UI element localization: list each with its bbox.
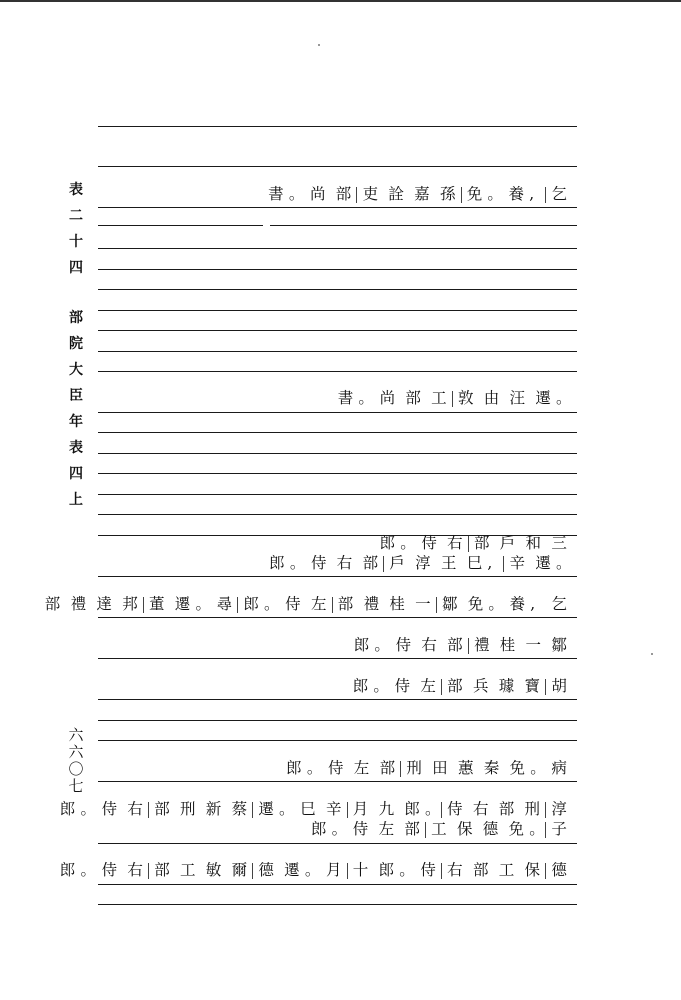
entry-char: 淳 [415,554,431,572]
side-title-char: 四 [69,260,83,276]
ruled-line [98,248,577,249]
side-title-char: 二 [69,208,83,224]
entry-char: 右 [127,800,143,818]
entry-char: 郎 [237,597,264,613]
entry-char: 。 [488,595,504,613]
entry-char: 乞 [551,595,567,613]
entry-char: 遷 [174,595,191,613]
entry-8 [281,761,572,777]
entry-char: 部 [335,185,352,203]
entry-char: 保 [456,820,473,838]
ruled-line [98,617,577,618]
entry-char: 詮 [388,185,404,203]
entry-char: 邦 [122,595,138,613]
entry-char: 子 [545,822,572,838]
entry-char: 九 [378,800,395,818]
entry-char: 敏 [205,861,222,879]
entry-7 [348,679,572,695]
entry-3 [374,536,572,552]
speck [318,44,320,46]
ruled-line [98,269,577,270]
side-title-char: 四 [69,466,83,482]
entry-6 [349,638,572,654]
entry-char: 郎 [286,759,302,777]
ruled-line [98,453,577,454]
ruled-line [98,473,577,474]
entry-char: 。 [279,800,295,818]
entry-char: 。 [80,861,96,879]
entry-char: 右 [447,534,463,552]
entry-char: 鄒 [436,597,463,613]
entry-char: 侍 [101,800,118,818]
entry-char: 侍 [395,636,412,654]
side-title-char: 表 [69,182,83,198]
ruled-line [98,884,577,885]
entry-char: 桂 [389,595,405,613]
entry-char: 乞 [545,187,572,203]
entry-char: 部 [148,863,175,879]
entry-char: 。 [374,636,390,654]
entry-char: 部 [362,554,379,572]
entry-char: 保 [524,861,541,879]
entry-char: 書 [268,185,284,203]
side-title-char: 院 [69,336,83,352]
entry-char: 左 [310,595,327,613]
ruled-line [98,514,577,515]
entry-char: 郎 [353,636,370,654]
entry-char: 吏 [356,187,383,203]
entry-char: 一 [525,636,542,654]
entry-char: 。 [530,759,546,777]
entry-char: 工 [179,861,196,879]
entry-char: 王 [440,554,457,572]
entry-char: 侍 [394,677,411,695]
ruled-line [98,351,577,352]
entry-char: 郎 [310,820,327,838]
entry-char: 刑 [179,800,196,818]
entry-char: 汪 [509,389,526,407]
ruled-line [98,166,577,167]
entry-char: 辛 [503,556,530,572]
side-title-char: 上 [69,492,83,508]
ruled-line [98,225,263,226]
entry-char: 巳 [300,800,316,818]
speck [651,653,653,655]
entry-char: 部 [404,820,420,838]
entry-char: 禮 [468,638,495,654]
entry-char: 部 [472,861,489,879]
entry-char: 工 [498,861,515,879]
entry-char: 月 [325,861,342,879]
entry-char: 由 [483,389,500,407]
ruled-line [98,289,577,290]
entry-char: 工 [431,389,447,407]
entry-char: 寶 [524,677,541,695]
entry-char: , [529,185,535,203]
entry-char: 遷 [535,389,551,407]
entry-char: 。 [400,534,416,552]
entry-char: 鄒 [551,636,567,654]
entry-char: 工 [425,822,452,838]
entry-char: 侍 [101,861,118,879]
entry-char: 尚 [379,389,396,407]
entry-char: 書 [337,389,354,407]
entry-char: 蔡 [231,800,248,818]
entry-char: 。 [487,185,503,203]
page-number-char: 〇 [68,760,84,778]
entry-char: 右 [336,554,353,572]
entry-char: 。 [556,554,572,572]
entry-char: 部 [498,800,515,818]
ruled-line [98,904,577,905]
entry-char: 部 [405,389,421,407]
entry-char: 部 [148,802,175,818]
entry-char: 孫 [439,185,456,203]
entry-char: 右 [127,861,143,879]
entry-char: 免 [508,820,525,838]
entry-char: 。 [195,595,211,613]
entry-char: 養 [508,185,525,203]
entry-char: 。 [358,389,374,407]
entry-1 [263,187,572,203]
entry-char: 部 [379,759,396,777]
entry-char: 郎 [404,800,420,818]
ruled-line [98,494,577,495]
entry-char: 侍 [285,595,301,613]
entry-char: 禮 [70,595,87,613]
entry-char: 十 [347,863,374,879]
entry-char: 右 [441,863,468,879]
entry-char: 左 [420,677,436,695]
ruled-line [98,699,577,700]
ruled-line [98,412,577,413]
side-title-char: 臣 [69,388,83,404]
entry-char: 免 [461,187,488,203]
entry-char: 戶 [383,556,410,572]
side-title-char: 大 [69,362,83,378]
entry-char: 郎 [378,861,395,879]
entry-char: 蕙 [457,759,474,777]
entry-char: 秦 [483,759,500,777]
entry-char: 爾 [231,861,248,879]
page-number-char: 六 [68,743,84,761]
entry-char: 田 [432,759,448,777]
entry-char: 月 [347,802,374,818]
entry-char: 刑 [524,800,541,818]
entry-char: 璩 [498,677,515,695]
entry-5 [40,597,572,613]
entry-char: 部 [44,595,61,613]
entry-char: 德 [482,820,499,838]
ruled-line [98,310,577,311]
entry-char: 部 [468,536,495,552]
entry-char: 尚 [309,185,326,203]
entry-char: 禮 [363,595,380,613]
entry-char: 養 [509,595,526,613]
entry-char: 。 [529,820,545,838]
entry-char: 右 [421,636,437,654]
entry-char: 刑 [400,761,427,777]
entry-char: 左 [378,820,395,838]
entry-char: 侍 [327,759,344,777]
ruled-line [98,576,577,577]
entry-char: 。 [304,861,321,879]
entry-char: 。 [331,820,348,838]
entry-char: 侍 [310,554,327,572]
entry-char: 。 [425,800,441,818]
entry-char: 部 [441,679,468,695]
entry-char: 。 [373,677,389,695]
entry-char: 尋 [216,595,233,613]
entry-char: 德 [252,863,279,879]
entry-char: , [487,554,493,572]
entry-char: 。 [399,861,415,879]
side-title [66,183,86,519]
entry-char: 左 [353,759,370,777]
side-title-char: 部 [69,310,83,326]
entry-char: 郎 [59,800,76,818]
entry-char: 淳 [545,802,572,818]
entry-char: 巳 [466,554,483,572]
ruled-line [98,207,577,208]
entry-char: 。 [80,800,96,818]
entry-char: 遷 [284,861,300,879]
entry-char: 右 [472,800,489,818]
entry-char: 郎 [352,677,369,695]
entry-char: 德 [545,863,572,879]
entry-char: 。 [288,185,305,203]
entry-char: 免 [467,595,484,613]
entry-char: 兵 [472,677,489,695]
entry-11 [55,863,572,879]
ruled-line [98,126,577,127]
entry-9 [55,802,572,818]
entry-char: 一 [415,595,431,613]
entry-char: 董 [143,597,170,613]
ruled-line [98,432,577,433]
entry-char: 胡 [545,679,572,695]
entry-char: 郎 [379,534,396,552]
ruled-line [98,658,577,659]
page-number-char: 六 [68,726,84,744]
top-border [0,0,681,2]
entry-char: 。 [556,389,572,407]
entry-char: 戶 [499,534,516,552]
entry-char: 敦 [452,391,479,407]
ruled-line [98,371,577,372]
ruled-line [98,781,577,782]
entry-char: 遷 [252,802,279,818]
entry-char: 和 [525,534,542,552]
side-title-char: 十 [69,234,83,250]
entry-char: 遷 [535,554,551,572]
entry-char: 侍 [441,802,468,818]
entry-10 [306,822,572,838]
entry-char: 。 [289,554,306,572]
entry-char: 部 [447,636,463,654]
entry-char: 辛 [325,800,342,818]
entry-char: 新 [205,800,222,818]
entry-4 [264,556,572,572]
ruled-line [98,843,577,844]
entry-char: 部 [332,597,359,613]
entry-char: 。 [306,759,323,777]
page-number-char: 七 [68,777,84,795]
entry-2 [333,391,572,407]
entry-char: 病 [551,759,567,777]
page-number [66,728,86,796]
entry-char: 嘉 [414,185,430,203]
entry-char: , [530,595,536,613]
side-title-char: 表 [69,440,83,456]
entry-char: 桂 [499,636,516,654]
entry-char: 郎 [269,554,285,572]
side-title-char: 年 [69,414,83,430]
entry-char: 。 [264,595,280,613]
entry-char: 侍 [420,861,436,879]
ruled-line [98,720,577,721]
ruled-line [98,740,577,741]
entry-char: 郎 [59,861,76,879]
entry-char: 免 [509,759,526,777]
entry-char: 侍 [421,534,437,552]
entry-char: 侍 [352,820,369,838]
ruled-line [98,330,577,331]
entry-char: 達 [96,595,112,613]
entry-char: 三 [551,534,567,552]
ruled-line [270,225,577,226]
